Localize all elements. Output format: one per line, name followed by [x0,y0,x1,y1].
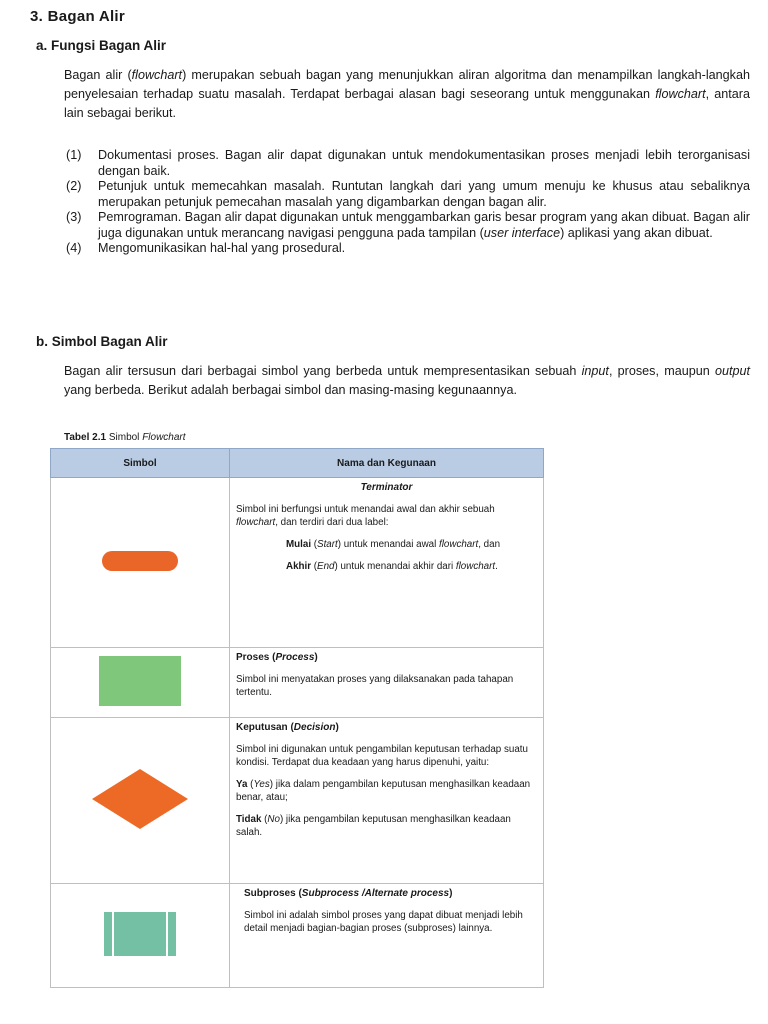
decision-no-label: Tidak (No) jika pengambilan keputusan menghasilkan keadaan salah. [236,814,511,838]
table-header-name-usage: Nama dan Kegunaan [230,449,544,478]
decision-symbol [92,769,188,829]
terminator-description: Simbol ini berfungsi untuk menandai awal dan akhir sebuah flowchart, dan terdiri dari dua label: [236,504,495,528]
subprocess-title: Subproses (Subprocess /Alternate process) [244,888,453,899]
list-item: (4) Mengomunikasikan hal-hal yang prosedural. [66,241,346,255]
subsection-a-paragraph: Bagan alir (flowchart) merupakan sebuah bagan yang menunjukkan aliran algoritma dan menampilkan langkah-langkah penyelesaian terhadap suatu masalah. Terdapat berbagai alasan bagi seseorang untuk menggunakan flowchart, antara lain sebagai berikut. [64,68,750,120]
table-header-symbol: Simbol [51,449,230,478]
table-row [51,478,544,648]
table-caption: Tabel 2.1 Simbol Flowchart [64,432,186,443]
decision-yes-label: Ya (Yes) jika dalam pengambilan keputusan menghasilkan keadaan benar, atau; [236,779,531,803]
subsection-b-title: b. Simbol Bagan Alir [36,334,168,349]
subsection-b-paragraph: Bagan alir tersusun dari berbagai simbol yang berbeda untuk mempresentasikan sebuah input, proses, maupun output yang berbeda. Berikut adalah berbagai simbol dan masing-masing kegunaannya. [64,364,750,397]
list-item: (1) Dokumentasi proses. Bagan alir dapat digunakan untuk mendokumentasikan proses menjadi lebih terorganisasi dengan baik. [66,148,750,178]
decision-title: Keputusan (Decision) [236,722,339,733]
table-row [51,648,544,718]
terminator-symbol [102,551,178,571]
table-row [51,884,544,988]
flowchart-symbol-table [50,448,544,988]
terminator-start-label: Mulai (Start) untuk menandai awal flowchart, dan [286,539,501,550]
subsection-a-title: a. Fungsi Bagan Alir [36,38,167,53]
process-description: Simbol ini menyatakan proses yang dilaksanakan pada tahapan tertentu. [236,674,514,698]
subprocess-symbol [104,912,176,956]
section-title: 3. Bagan Alir [30,8,126,25]
decision-description: Simbol ini digunakan untuk pengambilan keputusan terhadap suatu kondisi. Terdapat dua keadaan yang harus dipenuhi, yaitu: [236,744,528,768]
list-item: (2) Petunjuk untuk memecahkan masalah. Runtutan langkah dari yang umum menuju ke khusus atau sebaliknya merupakan petunjuk pemecahan masalah yang digambarkan dengan bagan alir. [66,179,750,209]
terminator-end-label: Akhir (End) untuk menandai akhir dari flowchart. [286,561,498,572]
table-row [51,718,544,884]
process-title: Proses (Process) [236,652,318,663]
functions-list [66,148,750,257]
process-symbol [99,656,181,706]
subprocess-description: Simbol ini adalah simbol proses yang dapat dibuat menjadi lebih detail menjadi bagian-bagian proses (subproses) lainnya. [244,910,523,934]
terminator-title: Terminator [360,482,413,493]
list-item: (3) Pemrograman. Bagan alir dapat digunakan untuk menggambarkan garis besar program yang akan dibuat. Bagan alir juga digunakan untuk merancang navigasi pengguna pada tampilan (user interface) aplikasi yang akan dibuat. [66,210,750,240]
